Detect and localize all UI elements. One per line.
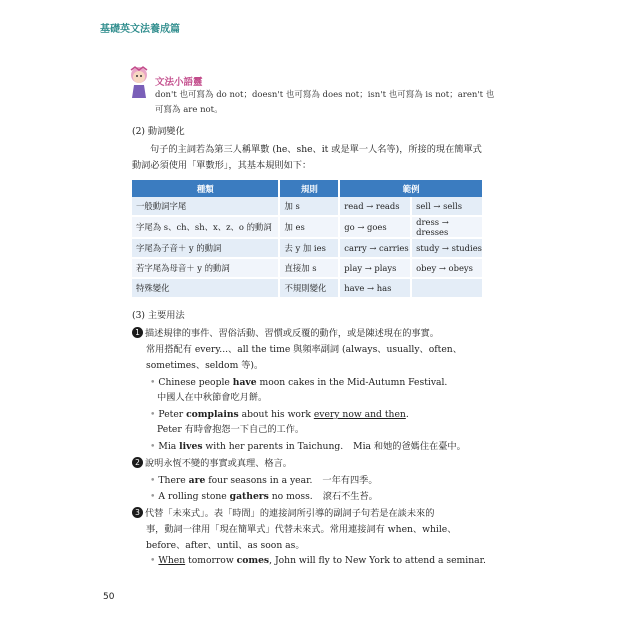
bullet-icon: • bbox=[150, 555, 156, 566]
bullet-icon: • bbox=[150, 377, 156, 388]
example-text: no moss. bbox=[268, 491, 313, 502]
usage-text: 說明永恆不變的事實或真理、格言。 bbox=[145, 458, 292, 469]
usage-item-2 bbox=[132, 456, 292, 472]
number-badge: 3 bbox=[132, 507, 143, 518]
usage-text: sometimes、seldom 等)。 bbox=[146, 360, 264, 371]
example-text: , John will fly to New York to attend a seminar. bbox=[269, 555, 486, 566]
example-text: Peter bbox=[158, 409, 187, 420]
example-text: tomorrow bbox=[185, 555, 237, 566]
table-row bbox=[132, 258, 483, 278]
example-sentence bbox=[150, 489, 378, 505]
usage-text: 描述規律的事件、習俗活動、習慣或反覆的動作，或是陳述現在的事實。 bbox=[145, 328, 439, 339]
table-cell: go → goes bbox=[339, 216, 411, 238]
example-verb: have bbox=[232, 377, 257, 388]
table-cell: obey → obeys bbox=[411, 258, 483, 278]
table-cell bbox=[411, 278, 483, 298]
table-row bbox=[132, 238, 483, 258]
example-sentence bbox=[150, 439, 466, 455]
example-underlined: every now and then bbox=[313, 409, 406, 420]
table-cell: 加 s bbox=[279, 197, 339, 216]
number-badge: 1 bbox=[132, 327, 143, 338]
section2-intro: 句子的主詞若為第三人稱單數 (he、she、it 或是單一人名等)，所接的現在簡單式動詞必須使用「單數形」，其基本規則如下： bbox=[132, 144, 482, 171]
bullet-icon: • bbox=[150, 491, 156, 502]
example-sentence bbox=[150, 407, 409, 423]
example-text: with her parents in Taichung. bbox=[202, 441, 344, 452]
conjugation-table bbox=[132, 180, 484, 299]
example-text: Mia bbox=[158, 441, 180, 452]
usage-item-3 bbox=[132, 506, 492, 522]
mascot-icon bbox=[126, 64, 152, 100]
example-translation: Mia 和她的爸媽住在臺中。 bbox=[353, 441, 466, 452]
table-row bbox=[132, 278, 483, 298]
table-cell: 去 y 加 ies bbox=[279, 238, 339, 258]
table-cell: play → plays bbox=[339, 258, 411, 278]
example-verb: complains bbox=[186, 409, 239, 420]
example-text: . bbox=[405, 409, 409, 420]
bullet-icon: • bbox=[150, 475, 156, 486]
example-sentence bbox=[150, 553, 486, 569]
example-text: four seasons in a year. bbox=[205, 475, 313, 486]
table-cell: 一般動詞字尾 bbox=[132, 197, 279, 216]
usage-text: 事，動詞一律用「現在簡單式」代替未來式。常用連接詞有 when、while、 bbox=[146, 524, 457, 535]
running-header: 基礎英文法養成篇 bbox=[100, 24, 180, 35]
tip-text: don't 也可寫為 do not；doesn't 也可寫為 does not；isn't 也可寫為 is not；aren't 也可寫為 are not。 bbox=[155, 90, 495, 115]
usage-text: before、after、until、as soon as。 bbox=[146, 540, 305, 551]
example-translation: 中國人在中秋節會吃月餅。 bbox=[157, 392, 268, 403]
number-badge: 2 bbox=[132, 457, 143, 468]
usage-text: 常用搭配有 every...、all the time 與頻率副詞 (always、usually、often、 bbox=[146, 344, 462, 355]
table-cell: 若字尾為母音＋ y 的動詞 bbox=[132, 258, 279, 278]
table-cell: read → reads bbox=[339, 197, 411, 216]
example-translation: 一年有四季。 bbox=[322, 475, 378, 486]
table-cell: sell → sells bbox=[411, 197, 483, 216]
table-cell: 直接加 s bbox=[279, 258, 339, 278]
example-text: Chinese people bbox=[158, 377, 233, 388]
table-cell: have → has bbox=[339, 278, 411, 298]
example-text: moon cakes in the Mid-Autumn Festival. bbox=[256, 377, 448, 388]
example-verb: lives bbox=[179, 441, 203, 452]
example-text: A rolling stone bbox=[158, 491, 230, 502]
example-underlined: When bbox=[158, 555, 186, 566]
table-cell: 字尾為子音＋ y 的動詞 bbox=[132, 238, 279, 258]
table-cell: study → studies bbox=[411, 238, 483, 258]
section3-heading: (3) 主要用法 bbox=[132, 310, 185, 321]
section2-heading: (2) 動詞變化 bbox=[132, 126, 185, 137]
example-text: There bbox=[158, 475, 189, 486]
table-cell: carry → carries bbox=[339, 238, 411, 258]
table-cell: 加 es bbox=[279, 216, 339, 238]
table-cell: 字尾為 s、ch、sh、x、z、o 的動詞 bbox=[132, 216, 279, 238]
example-translation: Peter 有時會抱怨一下自己的工作。 bbox=[157, 424, 305, 435]
table-cell: 特殊變化 bbox=[132, 278, 279, 298]
table-header: 種類 bbox=[132, 180, 279, 197]
example-sentence bbox=[150, 375, 447, 391]
example-translation: 滾石不生苔。 bbox=[322, 491, 378, 502]
table-row bbox=[132, 197, 483, 216]
usage-text: 代替「未來式」。表「時間」的連接詞所引導的副詞子句若是在談未來的 bbox=[145, 508, 435, 519]
example-verb: gathers bbox=[229, 491, 269, 502]
example-text: about his work bbox=[238, 409, 314, 420]
table-header-row bbox=[132, 180, 483, 197]
example-verb: comes bbox=[236, 555, 270, 566]
table-cell: dress → dresses bbox=[411, 216, 483, 238]
example-sentence bbox=[150, 473, 378, 489]
bullet-icon: • bbox=[150, 409, 156, 420]
table-header: 範例 bbox=[339, 180, 483, 197]
page-number: 50 bbox=[103, 592, 115, 602]
bullet-icon: • bbox=[150, 441, 156, 452]
table-cell: 不規則變化 bbox=[279, 278, 339, 298]
table-row bbox=[132, 216, 483, 238]
example-verb: are bbox=[188, 475, 206, 486]
tip-title: 文法小語靈 bbox=[155, 77, 203, 88]
table-header: 規則 bbox=[279, 180, 339, 197]
usage-item-1 bbox=[132, 326, 492, 342]
